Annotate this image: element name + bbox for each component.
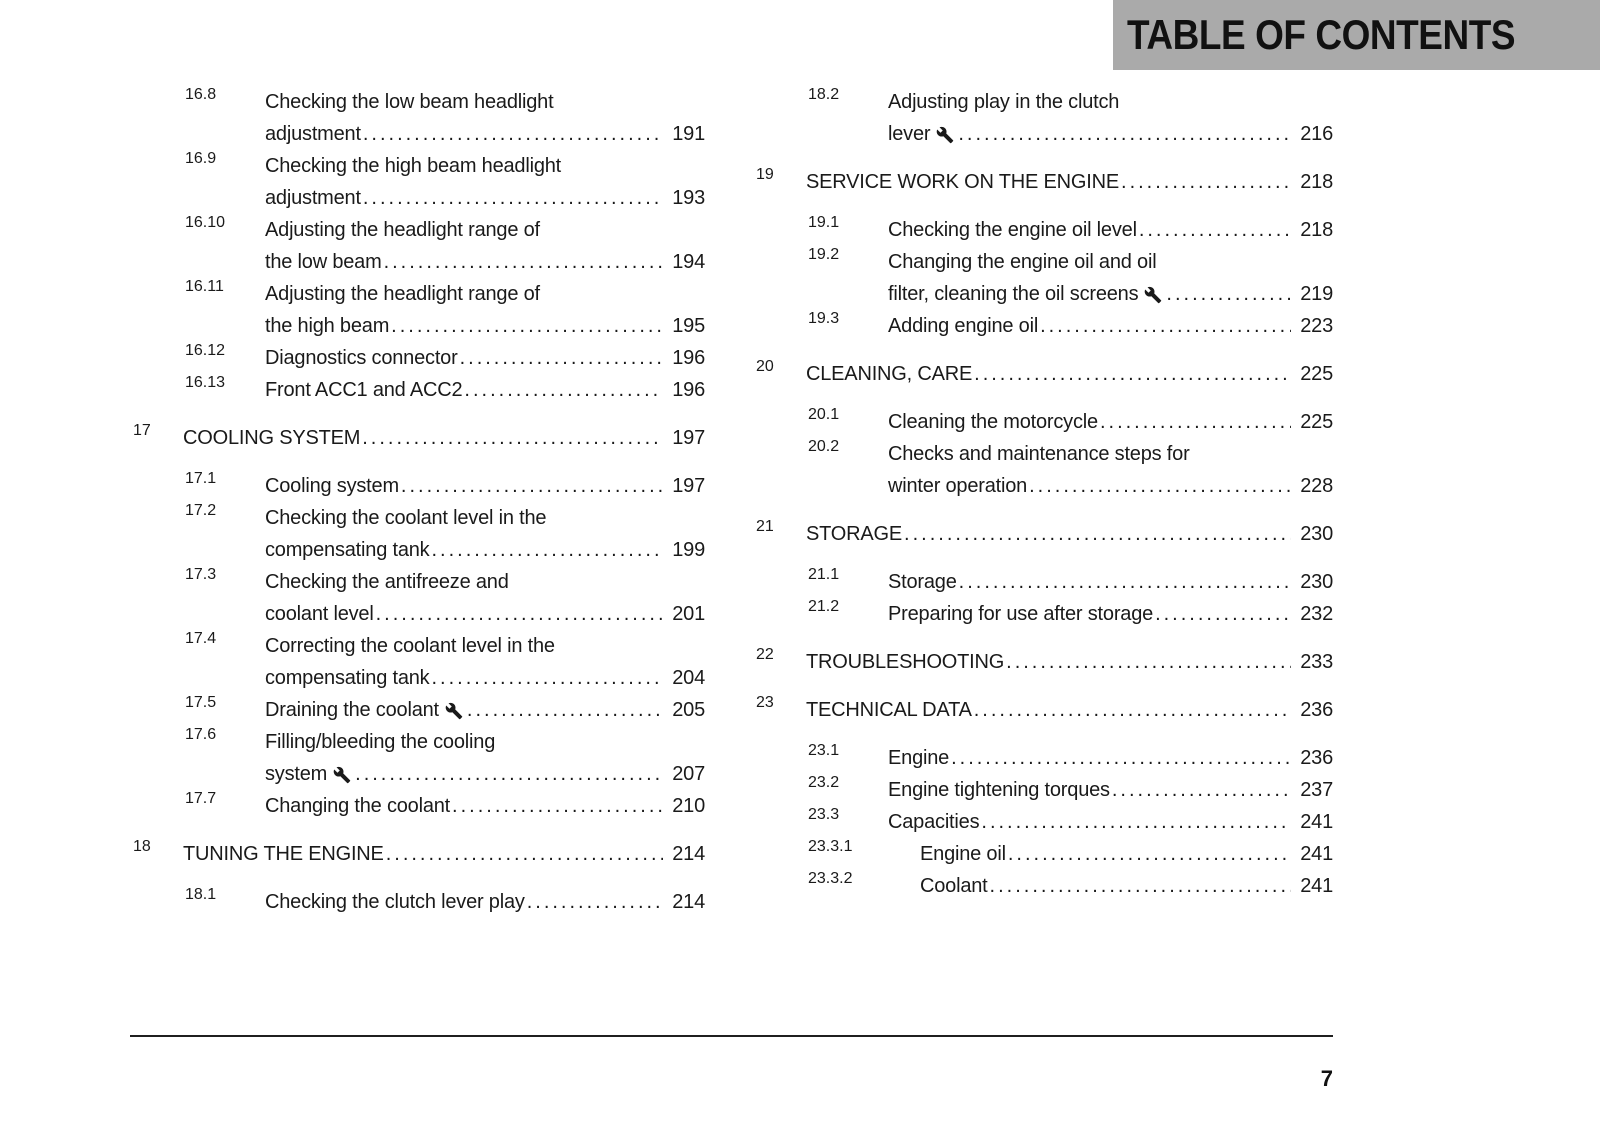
entry-title-line: Filling/bleeding the cooling xyxy=(265,731,496,753)
entry-title: COOLING SYSTEM xyxy=(183,427,361,449)
entry-title: Coolant xyxy=(920,875,988,897)
dot-leader xyxy=(1110,774,1291,806)
dot-leader xyxy=(956,118,1291,150)
entry-body xyxy=(265,470,705,502)
entry-title-line xyxy=(265,694,705,726)
toc-entry xyxy=(133,886,705,918)
entry-title: the low beam xyxy=(265,251,382,273)
entry-title: system xyxy=(265,763,328,785)
toc-entry xyxy=(756,598,1333,630)
entry-number: 19.1 xyxy=(808,214,840,231)
entry-number: 17.3 xyxy=(185,566,217,583)
dot-leader xyxy=(465,694,663,726)
entry-number: 23.3.1 xyxy=(808,838,853,855)
toc-entry xyxy=(756,774,1333,806)
page-ref: 194 xyxy=(672,251,705,273)
entry-title: adjustment xyxy=(265,123,361,145)
entry-title: Front ACC1 and ACC2 xyxy=(265,379,463,401)
entry-number: 17.7 xyxy=(185,790,217,807)
dot-leader xyxy=(1038,310,1291,342)
entry-title: TROUBLESHOOTING xyxy=(806,651,1005,673)
toc-entry xyxy=(756,646,1333,678)
entry-number: 22 xyxy=(756,646,774,663)
page-ref: 236 xyxy=(1300,699,1333,721)
entry-title: TUNING THE ENGINE xyxy=(183,843,384,865)
toc-entry xyxy=(133,790,705,822)
entry-body xyxy=(888,86,1333,150)
dot-leader xyxy=(979,806,1291,838)
dot-leader xyxy=(1004,646,1291,678)
entry-body xyxy=(888,806,1333,838)
entry-title-line: Checking the high beam headlight xyxy=(265,155,562,177)
page-number: 7 xyxy=(1320,1066,1333,1091)
entry-number: 16.12 xyxy=(185,342,226,359)
page-ref: 218 xyxy=(1300,219,1333,241)
entry-title-line: Adjusting play in the clutch xyxy=(888,91,1120,113)
toc-entry xyxy=(133,214,705,278)
entry-number: 19.2 xyxy=(808,246,840,263)
page-ref: 230 xyxy=(1300,523,1333,545)
entry-title-line: Checking the antifreeze and xyxy=(265,571,509,593)
entry-number: 17.6 xyxy=(185,726,217,743)
toc-entry xyxy=(133,278,705,342)
entry-body xyxy=(183,422,705,454)
dot-leader xyxy=(389,310,663,342)
entry-number: 23.3.2 xyxy=(808,870,853,887)
entry-body xyxy=(888,774,1333,806)
entry-body xyxy=(888,246,1333,310)
toc-entry xyxy=(133,422,705,454)
entry-title-line xyxy=(888,118,1333,150)
toc-entry xyxy=(756,438,1333,502)
entry-title-line xyxy=(265,118,705,150)
entry-title-line xyxy=(888,278,1333,310)
dot-leader xyxy=(361,118,663,150)
page-ref: 199 xyxy=(672,539,705,561)
toc-entry xyxy=(756,694,1333,726)
entry-title: Cleaning the motorcycle xyxy=(888,411,1098,433)
dot-leader xyxy=(361,182,663,214)
dot-leader xyxy=(450,790,663,822)
page-ref: 237 xyxy=(1300,779,1333,801)
toc-entry xyxy=(756,166,1333,198)
entry-title-line: Changing the engine oil and oil xyxy=(888,251,1157,273)
entry-title-line xyxy=(265,758,705,790)
page-ref: 196 xyxy=(672,347,705,369)
entry-number: 17.2 xyxy=(185,502,217,519)
entry-title-line xyxy=(265,534,705,566)
toc-entry xyxy=(133,342,705,374)
entry-title: compensating tank xyxy=(265,539,430,561)
entry-title-line xyxy=(265,310,705,342)
entry-title: Checking the engine oil level xyxy=(888,219,1137,241)
toc-entry xyxy=(756,838,1333,870)
entry-title: Engine tightening torques xyxy=(888,779,1110,801)
entry-body xyxy=(265,150,705,214)
wrench-icon xyxy=(445,702,463,720)
page-ref: 218 xyxy=(1300,171,1333,193)
dot-leader xyxy=(384,838,664,870)
entry-number: 23.1 xyxy=(808,742,840,759)
entry-title-line xyxy=(265,886,705,918)
dot-leader xyxy=(1027,470,1291,502)
entry-title-line xyxy=(265,790,705,822)
entry-title: STORAGE xyxy=(806,523,903,545)
page-ref: 236 xyxy=(1300,747,1333,769)
toc-entry xyxy=(756,310,1333,342)
title-bar xyxy=(1113,0,1600,70)
entry-body xyxy=(920,870,1333,902)
toc-entry xyxy=(133,470,705,502)
entry-body xyxy=(265,694,705,726)
entry-body xyxy=(920,838,1333,870)
page-ref: 216 xyxy=(1300,123,1333,145)
entry-number: 20.2 xyxy=(808,438,840,455)
entry-title: lever xyxy=(888,123,931,145)
entry-title: winter operation xyxy=(888,475,1028,497)
page-ref: 201 xyxy=(672,603,705,625)
entry-title-line xyxy=(888,470,1333,502)
entry-number: 17.1 xyxy=(185,470,217,487)
dot-leader xyxy=(1006,838,1291,870)
page-ref: 191 xyxy=(672,123,705,145)
page-ref: 210 xyxy=(672,795,705,817)
entry-number: 16.11 xyxy=(185,278,224,295)
entry-body xyxy=(888,214,1333,246)
page-ref: 197 xyxy=(672,427,705,449)
entry-title: CLEANING, CARE xyxy=(806,363,973,385)
entry-body xyxy=(888,598,1333,630)
entry-number: 18 xyxy=(133,838,151,855)
entry-title: filter, cleaning the oil screens xyxy=(888,283,1139,305)
entry-title-line xyxy=(888,406,1333,438)
entry-number: 23 xyxy=(756,694,774,711)
page-ref: 214 xyxy=(672,891,705,913)
entry-title-line: Adjusting the headlight range of xyxy=(265,283,540,305)
page-ref: 195 xyxy=(672,315,705,337)
dot-leader xyxy=(429,662,663,694)
toc-entry xyxy=(133,86,705,150)
entry-title-line xyxy=(265,182,705,214)
dot-leader xyxy=(1098,406,1291,438)
dot-leader xyxy=(1153,598,1291,630)
entry-title-line xyxy=(888,310,1333,342)
entry-number: 20.1 xyxy=(808,406,840,423)
entry-title: Storage xyxy=(888,571,957,593)
entry-title-line: Correcting the coolant level in the xyxy=(265,635,555,657)
entry-body xyxy=(265,278,705,342)
entry-title-line xyxy=(806,166,1333,198)
wrench-icon xyxy=(936,126,954,144)
toc-entry xyxy=(133,630,705,694)
toc-entry xyxy=(756,358,1333,390)
wrench-icon xyxy=(333,766,351,784)
entry-title: Engine xyxy=(888,747,950,769)
toc-entry xyxy=(756,806,1333,838)
entry-number: 18.1 xyxy=(185,886,217,903)
entry-body xyxy=(265,630,705,694)
entry-number: 23.2 xyxy=(808,774,840,791)
page-ref: 225 xyxy=(1300,363,1333,385)
entry-title: Capacities xyxy=(888,811,980,833)
entry-title-line xyxy=(265,246,705,278)
page-ref: 228 xyxy=(1300,475,1333,497)
entry-number: 21.2 xyxy=(808,598,840,615)
page-ref: 197 xyxy=(672,475,705,497)
entry-title: compensating tank xyxy=(265,667,430,689)
entry-body xyxy=(888,310,1333,342)
page-ref: 241 xyxy=(1300,875,1333,897)
entry-title: Diagnostics connector xyxy=(265,347,458,369)
toc-entry xyxy=(756,406,1333,438)
wrench-icon xyxy=(1144,286,1162,304)
dot-leader xyxy=(1164,278,1291,310)
entry-number: 16.9 xyxy=(185,150,217,167)
page-ref: 223 xyxy=(1300,315,1333,337)
entry-body xyxy=(265,790,705,822)
entry-body xyxy=(806,358,1333,390)
toc-entry xyxy=(133,694,705,726)
dot-leader xyxy=(525,886,664,918)
page-title: TABLE OF CONTENTS xyxy=(1127,11,1516,58)
entry-title-line xyxy=(806,646,1333,678)
entry-title: Changing the coolant xyxy=(265,795,451,817)
entry-title-line xyxy=(806,358,1333,390)
dot-leader xyxy=(902,518,1291,550)
page-ref: 204 xyxy=(672,667,705,689)
entry-title-line xyxy=(888,806,1333,838)
entry-number: 17.5 xyxy=(185,694,217,711)
page-ref: 241 xyxy=(1300,811,1333,833)
toc-entry xyxy=(756,870,1333,902)
toc-entry xyxy=(133,726,705,790)
entry-title-line xyxy=(265,598,705,630)
entry-title-line xyxy=(888,214,1333,246)
entry-title-line xyxy=(806,694,1333,726)
page-ref: 214 xyxy=(672,843,705,865)
entry-number: 21.1 xyxy=(808,566,840,583)
toc-entry xyxy=(756,214,1333,246)
dot-leader xyxy=(1119,166,1291,198)
table-of-contents xyxy=(133,86,1333,918)
entry-title-line xyxy=(265,470,705,502)
entry-title-line xyxy=(183,838,705,870)
entry-title-line xyxy=(888,742,1333,774)
entry-title-line xyxy=(183,422,705,454)
toc-entry xyxy=(756,518,1333,550)
entry-number: 17 xyxy=(133,422,151,439)
toc-entry xyxy=(133,374,705,406)
entry-body xyxy=(265,886,705,918)
entry-title-line xyxy=(920,870,1333,902)
toc-entry xyxy=(133,566,705,630)
entry-title: the high beam xyxy=(265,315,390,337)
page-ref: 232 xyxy=(1300,603,1333,625)
entry-number: 19 xyxy=(756,166,774,183)
toc-entry xyxy=(133,838,705,870)
dot-leader xyxy=(462,374,663,406)
entry-title-line xyxy=(265,374,705,406)
toc-column-left xyxy=(133,86,705,918)
entry-body xyxy=(888,742,1333,774)
dot-leader xyxy=(353,758,663,790)
entry-title-line xyxy=(888,598,1333,630)
entry-number: 21 xyxy=(756,518,774,535)
entry-title-line xyxy=(888,774,1333,806)
dot-leader xyxy=(458,342,664,374)
toc-column-right xyxy=(756,86,1333,918)
entry-number: 16.8 xyxy=(185,86,217,103)
entry-title: Adding engine oil xyxy=(888,315,1039,337)
entry-body xyxy=(265,726,705,790)
entry-number: 19.3 xyxy=(808,310,840,327)
entry-title-line: Checking the low beam headlight xyxy=(265,91,554,113)
entry-body xyxy=(265,566,705,630)
entry-body xyxy=(183,838,705,870)
dot-leader xyxy=(949,742,1291,774)
entry-body xyxy=(888,406,1333,438)
page-ref: 225 xyxy=(1300,411,1333,433)
entry-title: adjustment xyxy=(265,187,361,209)
entry-title-line xyxy=(265,342,705,374)
entry-title-line: Checking the coolant level in the xyxy=(265,507,547,529)
entry-body xyxy=(265,502,705,566)
page-ref: 233 xyxy=(1300,651,1333,673)
page-ref: 207 xyxy=(672,763,705,785)
entry-title: Checking the clutch lever play xyxy=(265,891,525,913)
dot-leader xyxy=(1137,214,1291,246)
toc-entry xyxy=(756,246,1333,310)
dot-leader xyxy=(399,470,663,502)
page-ref: 193 xyxy=(672,187,705,209)
toc-entry xyxy=(756,566,1333,598)
entry-body xyxy=(806,646,1333,678)
entry-title-line xyxy=(265,662,705,694)
entry-title: coolant level xyxy=(265,603,374,625)
entry-body xyxy=(265,214,705,278)
entry-body xyxy=(806,518,1333,550)
page-ref: 219 xyxy=(1300,283,1333,305)
entry-body xyxy=(806,694,1333,726)
entry-number: 16.13 xyxy=(185,374,226,391)
entry-title-line xyxy=(806,518,1333,550)
entry-number: 20 xyxy=(756,358,774,375)
entry-title-line xyxy=(888,566,1333,598)
entry-title: Cooling system xyxy=(265,475,399,497)
dot-leader xyxy=(972,694,1291,726)
toc-entry xyxy=(756,742,1333,774)
page-ref: 196 xyxy=(672,379,705,401)
entry-number: 17.4 xyxy=(185,630,217,647)
entry-body xyxy=(888,566,1333,598)
entry-body xyxy=(265,342,705,374)
toc-entry xyxy=(756,86,1333,150)
page-ref: 205 xyxy=(672,699,705,721)
dot-leader xyxy=(972,358,1291,390)
entry-title: Preparing for use after storage xyxy=(888,603,1154,625)
page-ref: 230 xyxy=(1300,571,1333,593)
dot-leader xyxy=(988,870,1292,902)
entry-title-line xyxy=(920,838,1333,870)
dot-leader xyxy=(382,246,664,278)
entry-number: 16.10 xyxy=(185,214,226,231)
entry-title: TECHNICAL DATA xyxy=(806,699,972,721)
entry-title: Engine oil xyxy=(920,843,1006,865)
entry-number: 23.3 xyxy=(808,806,840,823)
entry-body xyxy=(806,166,1333,198)
entry-body xyxy=(265,86,705,150)
page-ref: 241 xyxy=(1300,843,1333,865)
entry-body xyxy=(888,438,1333,502)
entry-title-line: Checks and maintenance steps for xyxy=(888,443,1190,465)
entry-title: Draining the coolant xyxy=(265,699,439,721)
dot-leader xyxy=(360,422,663,454)
toc-entry xyxy=(133,502,705,566)
dot-leader xyxy=(957,566,1292,598)
toc-entry xyxy=(133,150,705,214)
entry-body xyxy=(265,374,705,406)
dot-leader xyxy=(429,534,663,566)
dot-leader xyxy=(374,598,664,630)
entry-title: SERVICE WORK ON THE ENGINE xyxy=(806,171,1120,193)
entry-number: 18.2 xyxy=(808,86,840,103)
entry-title-line: Adjusting the headlight range of xyxy=(265,219,540,241)
footer-rule xyxy=(130,1035,1333,1037)
